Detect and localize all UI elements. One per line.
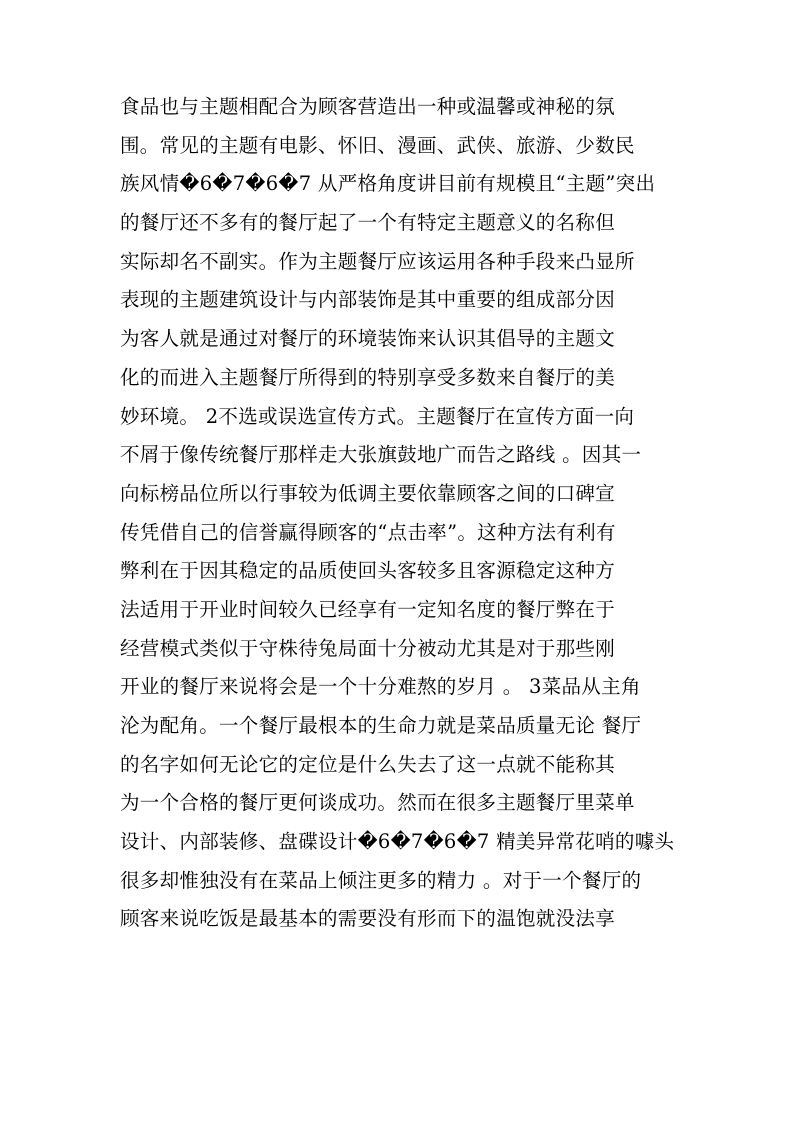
text-line: 沦为配角。一个餐厅最根本的生命力就是菜品质量无论 餐厅 xyxy=(120,714,642,737)
text-line: 为一个合格的餐厅更何谈成功。然而在很多主题餐厅里菜单 xyxy=(120,791,635,815)
text-line: 实际却名不副实。作为主题餐厅应该运用各种手段来凸显所 xyxy=(120,249,635,273)
text-line: 为客人就是通过对餐厅的环境装饰来认识其倡导的主题文 xyxy=(120,327,616,351)
text-line: 设计、内部装修、盘碟设计�6�7�6�7 精美异常花哨的噱头 xyxy=(120,830,675,854)
text-line: 传凭借自己的信誉赢得顾客的“点击率”。这种方法有利有 xyxy=(120,520,616,544)
text-line: 的餐厅还不多有的餐厅起了一个有特定主题意义的名称但 xyxy=(120,211,616,235)
text-line: 围。常见的主题有电影、怀旧、漫画、武侠、旅游、少数民 xyxy=(120,133,635,157)
text-line: 表现的主题建筑设计与内部装饰是其中重要的组成部分因 xyxy=(120,288,616,312)
text-line: 妙环境。 2不选或误选宣传方式。主题餐厅在宣传方面一向 xyxy=(120,404,635,428)
text-line: 族风情�6�7�6�7 从严格角度讲目前有规模且“主题”突出 xyxy=(120,172,656,196)
text-line: 弊利在于因其稳定的品质使回头客较多且客源稳定这种方 xyxy=(120,559,616,583)
body-text xyxy=(120,88,680,939)
text-line: 开业的餐厅来说将会是一个十分难熬的岁月 。 3菜品从主角 xyxy=(120,675,641,699)
text-line: 不屑于像传统餐厅那样走大张旗鼓地广而告之路线 。因其一 xyxy=(120,443,642,467)
text-line: 化的而进入主题餐厅所得到的特别享受多数来自餐厅的美 xyxy=(120,365,616,389)
text-line: 法适用于开业时间较久已经享有一定知名度的餐厅弊在于 xyxy=(120,597,616,621)
text-line: 经营模式类似于守株待兔局面十分被动尤其是对于那些刚 xyxy=(120,636,616,660)
text-line: 食品也与主题相配合为顾客营造出一种或温馨或神秘的氛 xyxy=(120,95,616,118)
text-line: 顾客来说吃饭是最基本的需要没有形而下的温饱就没法享 xyxy=(120,907,616,931)
text-line: 的名字如何无论它的定位是什么失去了这一点就不能称其 xyxy=(120,752,616,776)
text-line: 很多却惟独没有在菜品上倾注更多的精力 。对于一个餐厅的 xyxy=(120,868,642,892)
text-line: 向标榜品位所以行事较为低调主要依靠顾客之间的口碑宣 xyxy=(120,481,616,505)
